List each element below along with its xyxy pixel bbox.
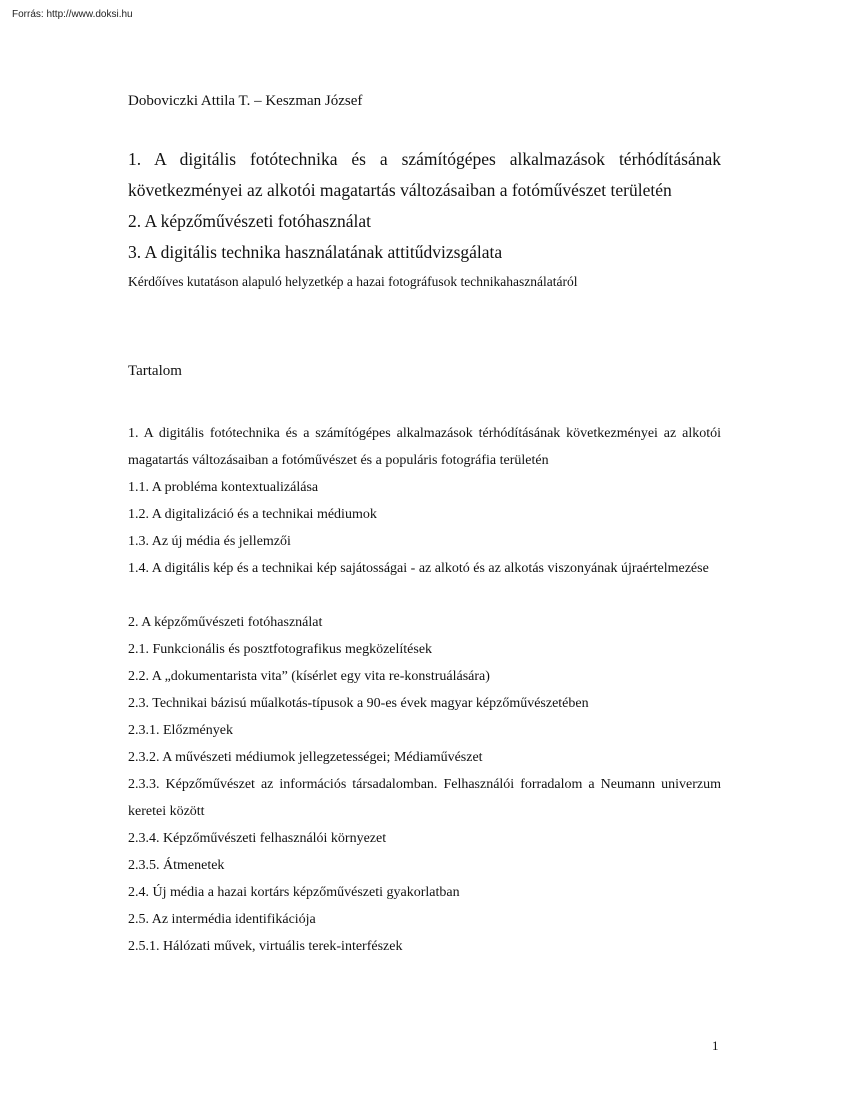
toc-item: 1.2. A digitalizáció és a technikai médiumok [128,507,377,522]
page-number: 1 [712,1038,719,1053]
toc-item: 1. A digitális fotótechnika és a számítógépes alkalmazások térhódításának következményei az alkotói magatartás változásaiban a fotóművészet és a populáris fotográfia területén [128,426,721,468]
toc-item: 2.3. Technikai bázisú műalkotás-típusok a 90-es évek magyar képzőművészetében [128,696,589,711]
toc-item: 2.3.2. A művészeti médiumok jellegzetességei; Médiaművészet [128,750,483,765]
toc-item: 2.5.1. Hálózati művek, virtuális terek-interfészek [128,939,403,954]
toc-item: 2.4. Új média a hazai kortárs képzőművészeti gyakorlatban [128,885,460,900]
source-note: Forrás: http://www.doksi.hu [12,9,133,20]
document-titles [128,144,721,268]
title-1: 1. A digitális fotótechnika és a számítógépes alkalmazások térhódításának következményei az alkotói magatartás változásaiban a fotóművészet területén [128,149,721,200]
title-2: 2. A képzőművészeti fotóhasználat [128,211,371,231]
authors: Doboviczki Attila T. – Keszman József [128,93,363,109]
toc-item: 2. A képzőművészeti fotóhasználat [128,615,323,630]
subtitle: Kérdőíves kutatáson alapuló helyzetkép a hazai fotográfusok technikahasználatáról [128,274,578,289]
toc-gap [128,582,721,609]
toc-item: 2.2. A „dokumentarista vita” (kísérlet egy vita re-konstruálására) [128,669,490,684]
toc-item: 2.3.5. Átmenetek [128,858,225,873]
toc-item: 2.3.1. Előzmények [128,723,233,738]
table-of-contents [128,420,721,960]
toc-item: 1.4. A digitális kép és a technikai kép sajátosságai - az alkotó és az alkotás viszonyának újraértelmezése [128,561,709,576]
toc-item: 2.5. Az intermédia identifikációja [128,912,316,927]
title-3: 3. A digitális technika használatának attitűdvizsgálata [128,242,503,262]
toc-item: 2.1. Funkcionális és posztfotografikus megközelítések [128,642,433,657]
toc-item: 1.1. A probléma kontextualizálása [128,480,319,495]
toc-item: 1.3. Az új média és jellemzői [128,534,291,549]
toc-item: 2.3.4. Képzőművészeti felhasználói környezet [128,831,387,846]
toc-item: 2.3.3. Képzőművészet az információs társadalomban. Felhasználói forradalom a Neumann univerzum keretei között [128,777,721,819]
contents-heading: Tartalom [128,363,182,379]
